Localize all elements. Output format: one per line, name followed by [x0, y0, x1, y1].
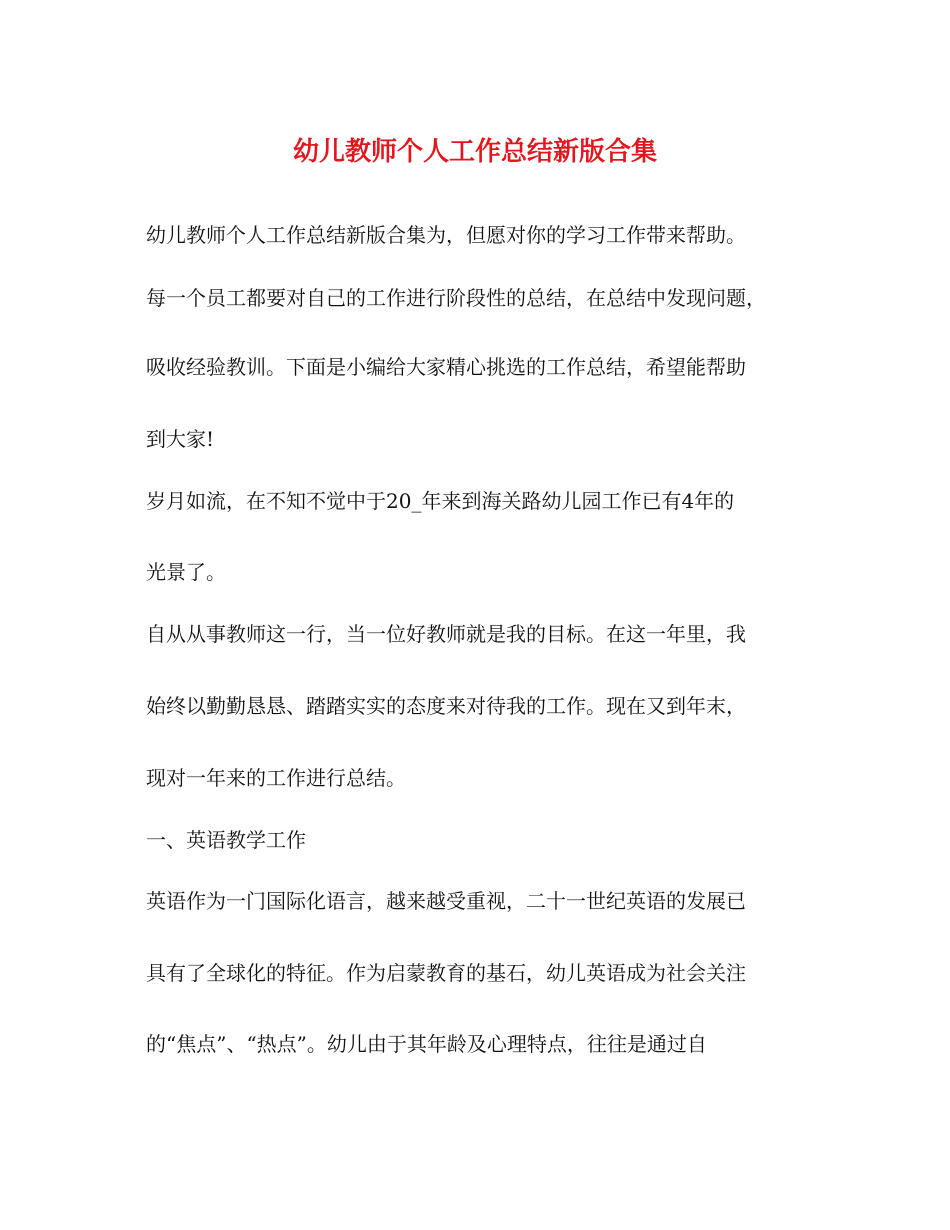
paragraph-line: 幼儿教师个人工作总结新版合集为，但愿对你的学习工作带来帮助。 [146, 223, 746, 247]
paragraph-line: 岁月如流，在不知不觉中于20_年来到海关路幼儿园工作已有4年的 [146, 489, 735, 513]
paragraph-line: 到大家! [146, 427, 215, 451]
paragraph-line: 吸收经验教训。下面是小编给大家精心挑选的工作总结，希望能帮助 [146, 355, 746, 379]
section-heading: 一、英语教学工作 [146, 828, 306, 852]
paragraph-line: 现对一年来的工作进行总结。 [146, 766, 406, 790]
paragraph-line: 光景了。 [146, 560, 226, 584]
paragraph-line: 的“焦点”、“热点”。幼儿由于其年龄及心理特点，往往是通过自 [146, 1032, 707, 1056]
paragraph-line: 每一个员工都要对自己的工作进行阶段性的总结，在总结中发现问题， [146, 286, 766, 310]
paragraph-line: 具有了全球化的特征。作为启蒙教育的基石，幼儿英语成为社会关注 [146, 961, 746, 985]
paragraph-line: 始终以勤勤恳恳、踏踏实实的态度来对待我的工作。现在又到年末， [146, 694, 746, 718]
paragraph-line: 英语作为一门国际化语言，越来越受重视，二十一世纪英语的发展已 [146, 889, 746, 913]
document-title: 幼儿教师个人工作总结新版合集 [292, 137, 657, 167]
paragraph-line: 自从从事教师这一行，当一位好教师就是我的目标。在这一年里，我 [146, 622, 746, 646]
